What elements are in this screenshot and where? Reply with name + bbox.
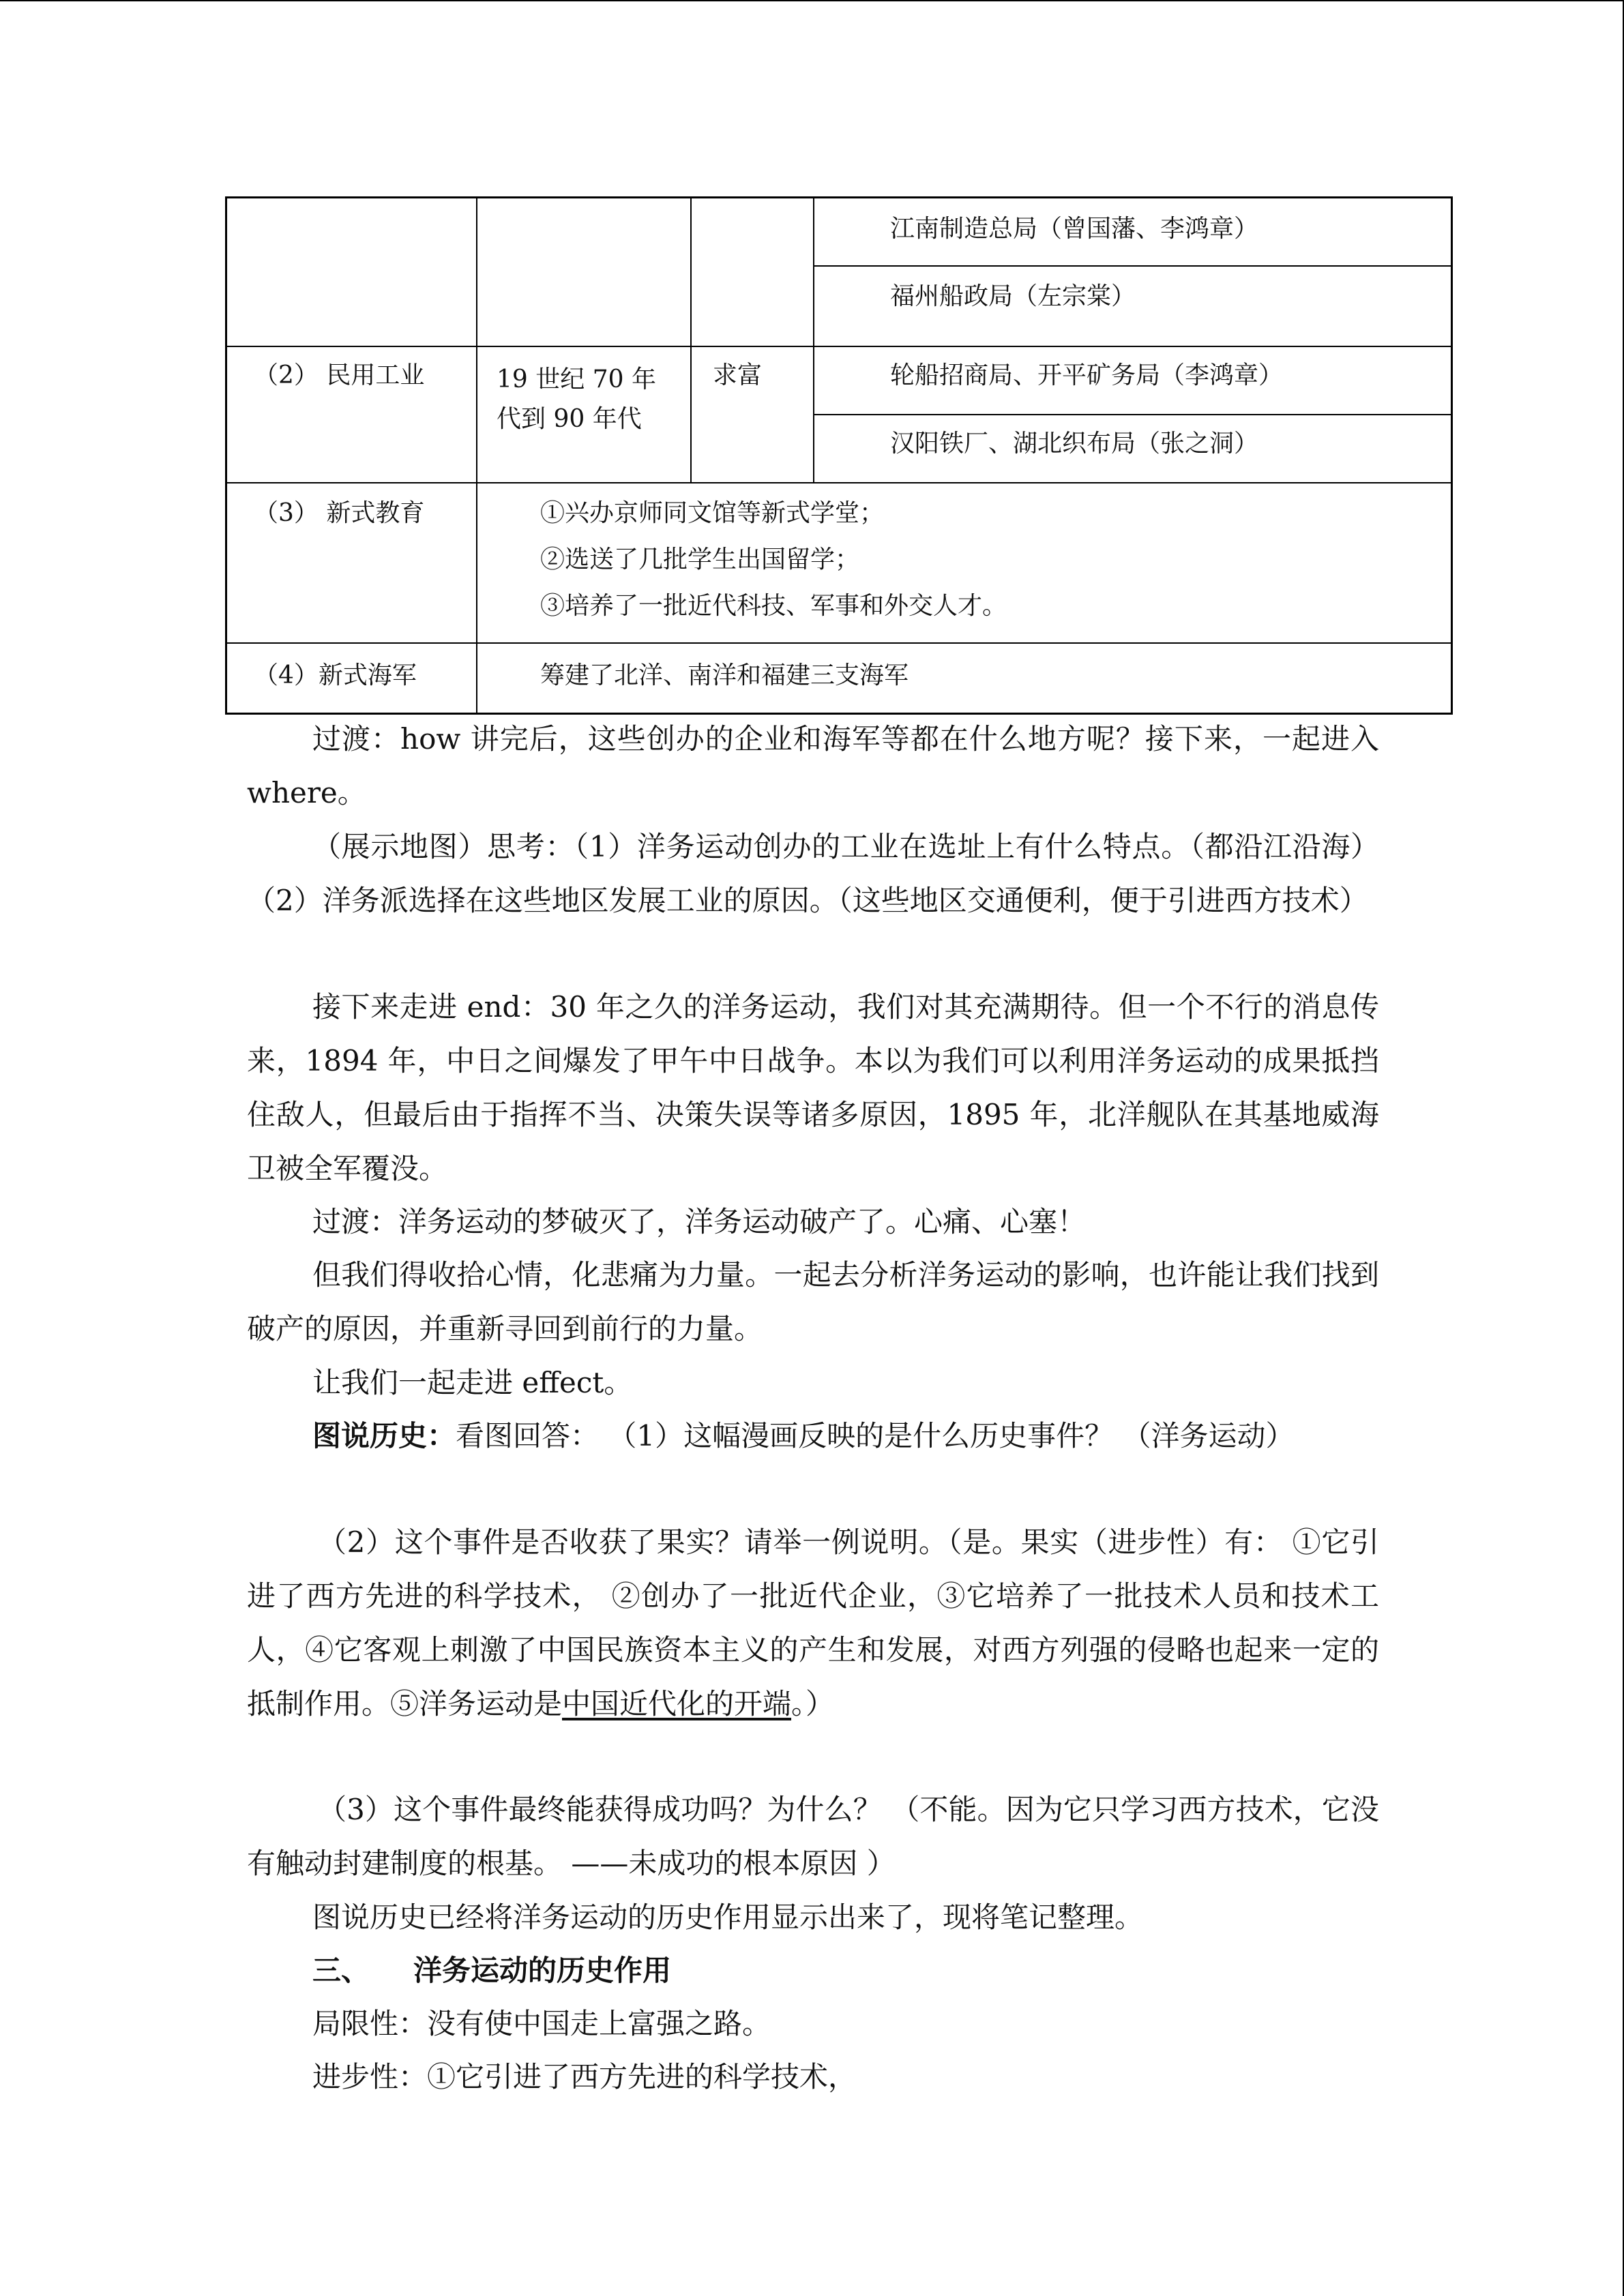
table-cell-name: （3） 新式教育 [254, 499, 425, 527]
question-2-end: 。） [791, 1687, 835, 1720]
table-col-line [476, 196, 477, 715]
table-border-top [225, 196, 1453, 198]
paragraph-transition-failure: 过渡：洋务运动的梦破灭了，洋务运动破产了。心痛、心塞！ [312, 1205, 1087, 1238]
paragraph-progress: 进步性：①它引进了西方先进的科学技术， [312, 2060, 857, 2093]
paragraph-limitation: 局限性：没有使中国走上富强之路。 [312, 2007, 771, 2040]
section-heading-title: 洋务运动的历史作用 [413, 1954, 672, 1987]
table-cell-detail: 轮船招商局、开平矿务局（李鸿章） [890, 361, 1284, 389]
table-col-line [813, 196, 814, 483]
table-cell-detail: 江南制造总局（曾国藩、李鸿章） [890, 215, 1259, 243]
paragraph-map-question: （展示地图）思考：（1）洋务运动创办的工业在选址上有什么特点。（都沿江沿海）（2）洋务派选择在这些地区发展工业的原因。（这些地区交通便利，便于引进西方技术） [247, 830, 1379, 917]
westernization-table [225, 196, 1453, 715]
table-cell-line: ①兴办京师同文馆等新式学堂； [540, 499, 885, 527]
paragraph-transition-where: 过渡：how 讲完后，这些创办的企业和海军等都在什么地方呢？接下来，一起进入 where。 [247, 722, 1379, 809]
paragraph-question-3: （3）这个事件最终能获得成功吗？为什么？ （不能。因为它只学习西方技术，它没有触动封建制度的根基。 ——未成功的根本原因 ） [247, 1793, 1379, 1880]
paragraph-analysis: 但我们得收拾心情，化悲痛为力量。一起去分析洋务运动的影响，也许能让我们找到破产的原因，并重新寻回到前行的力量。 [247, 1258, 1379, 1345]
table-row-line [225, 346, 1453, 347]
paragraph-question-2 [247, 1515, 1379, 1731]
table-cell-line: ②选送了几批学生出国留学； [540, 546, 860, 573]
table-cell-purpose: 求富 [713, 361, 763, 389]
table-row-line [225, 482, 1453, 483]
table-cell-name: （2） 民用工业 [254, 361, 425, 389]
paragraph-picture-history [247, 1409, 1379, 1463]
question-2-text: （2）这个事件是否收获了果实？请举一例说明。（是。果实（进步性）有： ①它引进了西方先进的科学技术， ②创办了一批近代企业，③它培养了一批技术人员和技术工人，④它客观上刺激了中国民族资本主义的产生和发展，对西方列强的侵略也起来一定的抵制作用。⑤洋务运动是 [247, 1525, 1379, 1720]
table-cell-time: 19 世纪 70 年代到 90 年代 [497, 366, 656, 433]
table-cell-name: （4）新式海军 [254, 661, 417, 689]
table-col-line [690, 196, 692, 483]
table-row-line [225, 642, 1453, 644]
table-cell-line: ③培养了一批近代科技、军事和外交人才。 [540, 592, 1007, 620]
picture-history-question: 看图回答： （1）这幅漫画反映的是什么历史事件？ （洋务运动） [456, 1419, 1295, 1452]
table-border-left [225, 196, 227, 715]
paragraph-summary: 图说历史已经将洋务运动的历史作用显示出来了，现将笔记整理。 [312, 1900, 1144, 1934]
table-row-line [813, 414, 1453, 415]
underlined-term: 中国近代化的开端 [562, 1687, 792, 1720]
section-heading [312, 1943, 671, 1997]
paragraph-end: 接下来走进 end：30 年之久的洋务运动，我们对其充满期待。但一个不行的消息传来，1894 年，中日之间爆发了甲午中日战争。本以为我们可以利用洋务运动的成果抵挡住敌人，但最后由于指挥不当、决策失误等诸多原因，1895 年，北洋舰队在其基地威海卫被全军覆没。 [247, 990, 1379, 1185]
table-cell-detail: 福州船政局（左宗棠） [890, 282, 1136, 310]
table-cell-content: 筹建了北洋、南洋和福建三支海军 [540, 661, 909, 689]
section-heading-number: 三、 [312, 1954, 370, 1987]
table-cell-detail: 汉阳铁厂、湖北织布局（张之洞） [890, 430, 1259, 458]
paragraph-effect: 让我们一起走进 effect。 [312, 1366, 633, 1399]
table-border-right [1451, 196, 1453, 715]
picture-history-label: 图说历史： [312, 1419, 456, 1452]
table-row-line [813, 265, 1453, 267]
